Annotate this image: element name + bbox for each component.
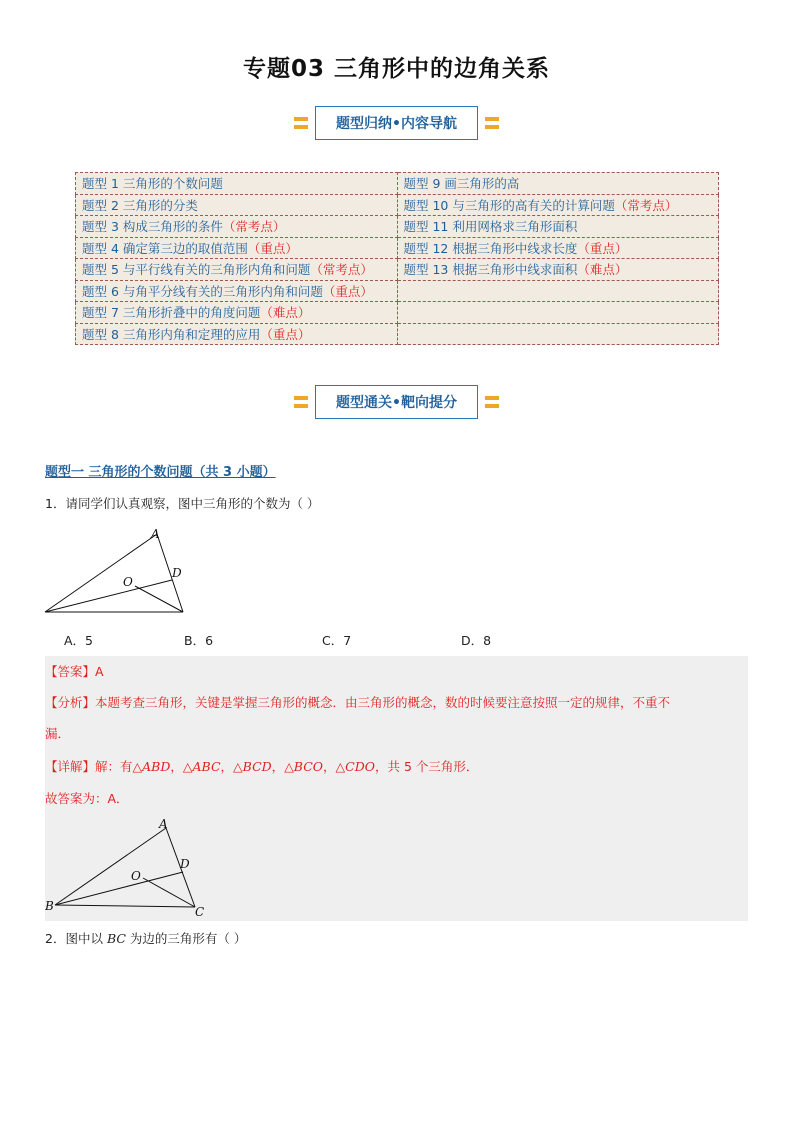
nav-item-right [397,173,719,195]
nav-item-left [76,237,398,259]
label-a: A [151,527,160,541]
detail-line: 【详解】解：有△ABD，△ABC，△BCD，△BCO，△CDO，共 5 个三角形． [45,759,479,774]
topic-nav-table [75,172,719,345]
nav-item-tag: （难点） [577,262,628,278]
nav-item-left [76,280,398,302]
nav-item-left [76,302,398,324]
nav-item-right [397,323,719,345]
nav-row [76,323,719,345]
nav-item-tag: （常考点） [310,262,373,278]
nav-row [76,237,719,259]
nav-item-right [397,259,719,281]
nav-row [76,194,719,216]
nav-item-text: 题型 1 三角形的个数问题 [82,176,223,192]
banner-practice [0,385,793,419]
option-d: D．8 [461,633,492,648]
triangle-figure-1 [40,526,200,618]
decor-icon [485,394,499,410]
nav-item-right [397,216,719,238]
banner-text: 题型通关•靶向提分 [336,395,457,411]
section-heading: 题型一 三角形的个数问题（共 3 小题） [45,465,276,480]
nav-item-tag: （常考点） [614,197,678,213]
nav-item-tag: （重点） [577,240,628,256]
decor-icon [485,115,499,131]
nav-item-text: 题型 11 利用网格求三角形面积 [403,219,578,235]
option-b: B．6 [184,633,214,648]
question-2: 2．图中以 BC 为边的三角形有（ ） [45,931,247,946]
edge-bc [55,905,195,907]
banner-nav [0,106,793,140]
conclusion-line: 故答案为：A． [45,791,129,806]
answer-box [45,656,748,921]
analysis-line: 【分析】本题考查三角形，关键是掌握三角形的概念．由三角形的概念，数的时候要注意按照一定的规律，不重不 [45,695,671,710]
nav-item-left [76,323,398,345]
decor-icon [294,115,308,131]
nav-row [76,173,719,195]
nav-item-text: 题型 4 确定第三边的取值范围 [82,240,248,256]
answer-line: 【答案】A [45,664,104,679]
question-1: 1．请同学们认真观察，图中三角形的个数为（ ） [45,496,320,511]
nav-item-text: 题型 6 与角平分线有关的三角形内角和问题 [82,283,323,299]
nav-item-left [76,194,398,216]
nav-item-text: 题型 13 根据三角形中线求面积 [403,262,578,278]
label-c: C [195,905,205,918]
edge-bd [55,872,183,905]
nav-item-left [76,259,398,281]
nav-item-text: 题型 10 与三角形的高有关的计算问题 [403,197,615,213]
nav-item-text: 题型 8 三角形内角和定理的应用 [82,326,261,342]
edge-ba [45,534,157,612]
nav-row [76,216,719,238]
nav-item-right [397,194,719,216]
label-d: D [180,857,190,871]
nav-item-text: 题型 2 三角形的分类 [82,197,198,213]
nav-item-text: 题型 12 根据三角形中线求长度 [403,240,578,256]
label-b: B [45,899,54,913]
label-o: O [123,575,133,589]
label-o: O [131,869,141,883]
nav-item-text: 题型 9 画三角形的高 [403,176,520,192]
triangle-figure-2 [45,818,215,918]
nav-item-tag: （常考点） [222,219,286,235]
option-c: C．7 [322,633,352,648]
nav-row [76,302,719,324]
nav-row [76,259,719,281]
label-d: D [172,566,182,580]
nav-item-text: 题型 5 与平行线有关的三角形内角和问题 [82,262,311,278]
edge-ba [55,828,166,905]
nav-item-right [397,280,719,302]
label-a: A [159,818,168,831]
option-a: A．5 [64,633,94,648]
nav-row [76,280,719,302]
nav-item-right [397,237,719,259]
nav-item-tag: （难点） [260,305,311,321]
edge-oc [143,878,195,907]
decor-icon [294,394,308,410]
nav-item-tag: （重点） [260,326,311,342]
nav-item-text: 题型 3 构成三角形的条件 [82,219,223,235]
nav-item-tag: （重点） [247,240,298,256]
analysis-line-2: 漏． [45,726,71,741]
nav-item-tag: （重点） [322,283,373,299]
nav-item-right [397,302,719,324]
page-title: 专题03 三角形中的边角关系 [242,56,550,82]
nav-item-text: 题型 7 三角形折叠中的角度问题 [82,305,261,321]
nav-item-left [76,173,398,195]
banner-text: 题型归纳•内容导航 [336,116,457,132]
nav-item-left [76,216,398,238]
